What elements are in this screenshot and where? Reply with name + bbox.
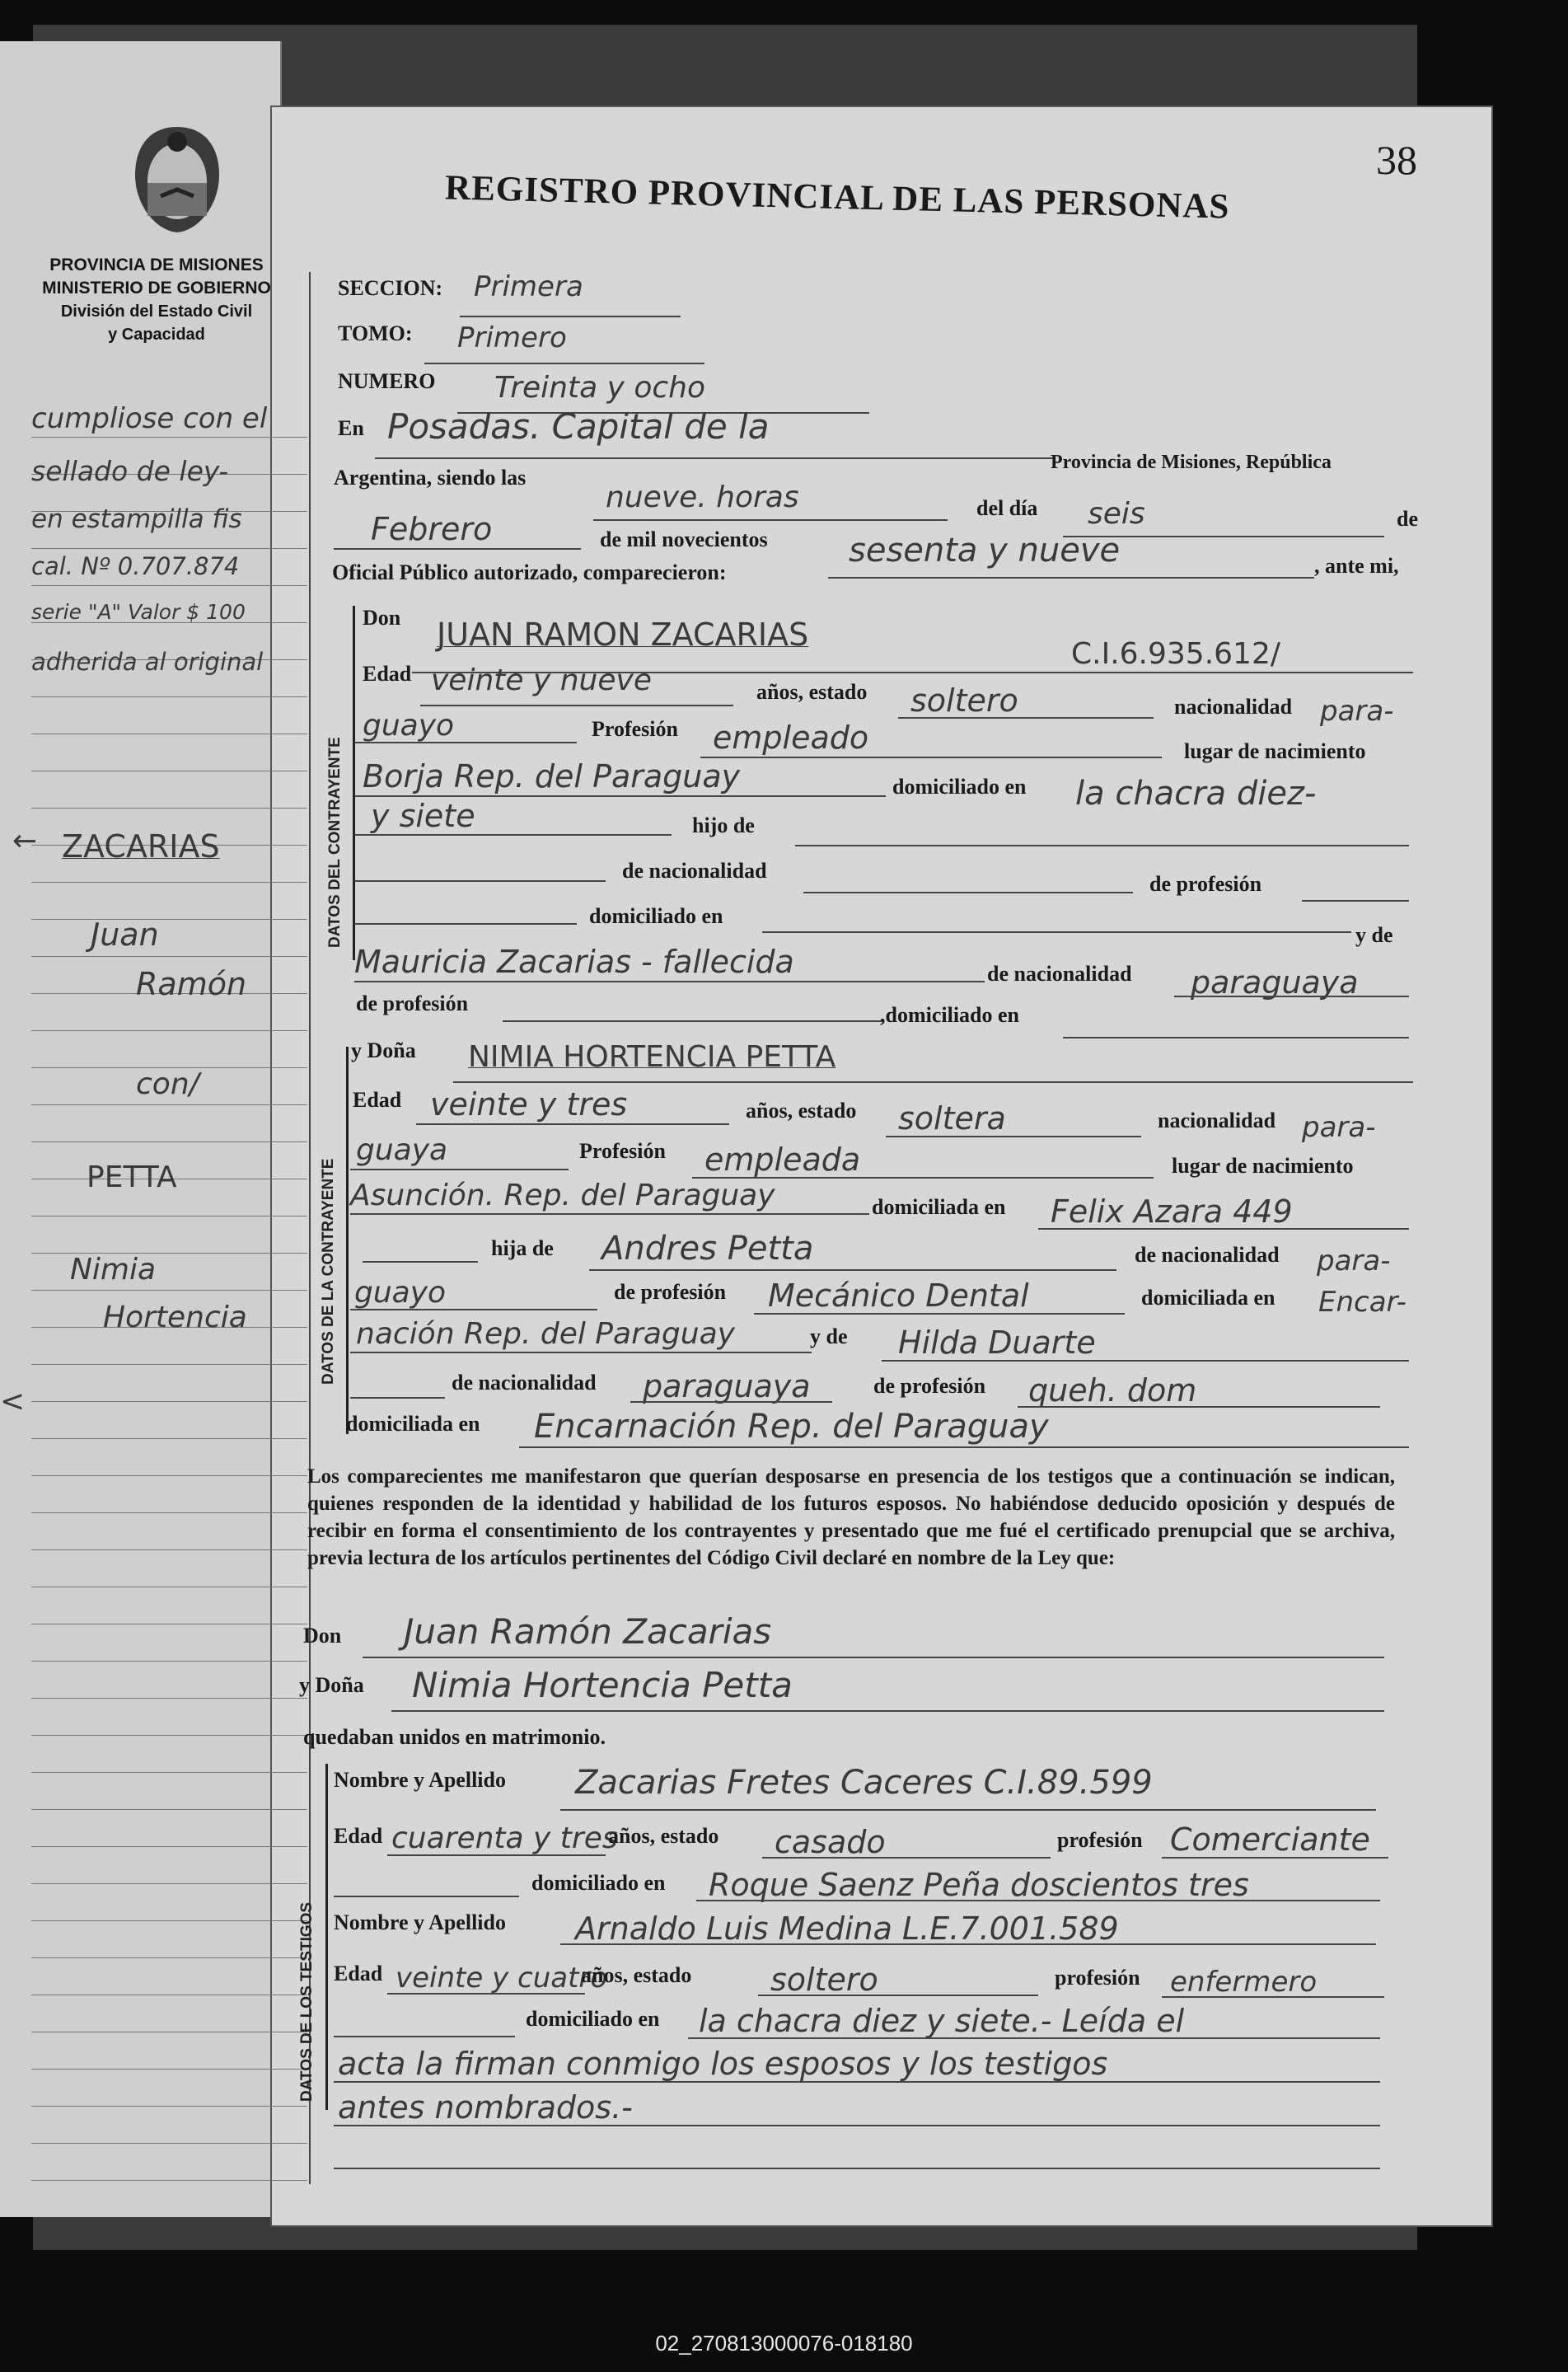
dia-value: seis: [1088, 497, 1145, 531]
nacionalidad-value-2: guayo: [363, 709, 455, 743]
profesion-label: Profesión: [592, 717, 678, 741]
estado2-rule: [886, 1136, 1141, 1137]
margin-bride-name: Hortencia: [103, 1301, 247, 1334]
t2-dom: la chacra diez y siete.- Leída el: [699, 2003, 1185, 2039]
ante-mi-text: , ante mi,: [1314, 554, 1399, 578]
closing-rule-2: [334, 2125, 1380, 2126]
madre2-pre-rule: [350, 1397, 445, 1399]
madre-nac-rule: [1174, 996, 1409, 997]
padre2-value: Andres Petta: [601, 1230, 814, 1268]
profesion2-label: Profesión: [579, 1139, 666, 1163]
testigos-section-label: DATOS DE LOS TESTIGOS: [298, 1901, 316, 2102]
estado2-value: soltera: [898, 1100, 1006, 1137]
nacionalidad2-value-2: guaya: [356, 1133, 448, 1167]
margin-note-line: adherida al original: [31, 648, 264, 676]
domiciliado-label: domiciliado en: [892, 775, 1027, 799]
madre2-value: Hilda Duarte: [898, 1324, 1096, 1361]
groom-id: C.I.6.935.612/: [1071, 637, 1280, 671]
t1-dom-pre-rule: [334, 1896, 519, 1897]
contrayente2-bracket: [346, 1047, 349, 1434]
anios-estado2-label: años, estado: [746, 1099, 857, 1123]
nacionalidad-value: para-: [1320, 695, 1394, 728]
t1-estado: casado: [775, 1824, 886, 1860]
contrayente-section-label: DATOS DEL CONTRAYENTE: [326, 737, 344, 948]
t2-dom-label: domiciliado en: [526, 2007, 660, 2031]
madre-dom-rule: [1063, 1037, 1409, 1038]
union-don-label: Don: [303, 1624, 342, 1648]
domicilio-value: la chacra diez-: [1075, 775, 1317, 813]
padre2-prof-rule: [754, 1313, 1125, 1315]
union-don-value: Juan Ramón Zacarias: [404, 1611, 772, 1652]
anio-rule: [828, 577, 1314, 579]
lugar2-label: lugar de nacimiento: [1172, 1154, 1354, 1178]
padre2-dom-rule: [350, 1352, 812, 1353]
t2-prof-rule: [1162, 1996, 1384, 1998]
division-label-2: y Capacidad: [108, 326, 205, 344]
margin-bride-surname: PETTA: [87, 1160, 177, 1194]
en-value: Posadas. Capital de la: [387, 406, 770, 447]
t1-estado-rule: [762, 1857, 1051, 1859]
left-margin-page: [0, 41, 282, 2217]
en-rule: [375, 457, 1055, 459]
t1-prof-rule: [1162, 1857, 1388, 1859]
image-id-footer: 02_270813000076-018180: [655, 2331, 913, 2356]
madre-prof-rule: [503, 1020, 882, 1022]
t2-dom-pre-rule: [334, 2036, 515, 2037]
t2-anios: años, estado: [581, 1963, 692, 1987]
don-label: Don: [363, 606, 401, 630]
madre2-rule: [882, 1360, 1409, 1362]
profesion-rule: [700, 757, 1162, 758]
padre-dom-label: domiciliado en: [589, 904, 723, 928]
estado-value: soltero: [910, 682, 1018, 719]
edad-value: veinte y nueve: [431, 663, 652, 697]
union-don-rule: [363, 1657, 1384, 1658]
y-de2-label: y de: [810, 1324, 848, 1348]
madre-prof-label: de profesión: [356, 991, 469, 1015]
domicilio2-value: Felix Azara 449: [1051, 1193, 1293, 1230]
tomo-rule: [424, 363, 704, 364]
mil-text: de mil novecientos: [600, 527, 768, 551]
lugar-rule: [354, 795, 886, 797]
t1-prof: Comerciante: [1170, 1821, 1370, 1858]
closing-rule-1: [334, 2081, 1380, 2083]
margin-note-line: cal. Nº 0.707.874: [31, 552, 240, 580]
province-label: PROVINCIA DE MISIONES: [49, 255, 264, 274]
madre2-dom-value: Encarnación Rep. del Paraguay: [534, 1408, 1049, 1446]
edad2-label: Edad: [353, 1088, 402, 1112]
seccion-label: SECCION:: [338, 276, 443, 300]
t2-rule: [560, 1943, 1376, 1945]
hija-label: hija de: [491, 1236, 554, 1260]
madre-nac-value: paraguaya: [1191, 964, 1359, 1001]
padre2-nac-value: para-: [1317, 1245, 1391, 1277]
padre-nac-value-rule: [803, 892, 1133, 893]
document-title: REGISTRO PROVINCIAL DE LAS PERSONAS: [444, 168, 1230, 227]
seccion-rule: [460, 316, 681, 317]
closing-rule-3: [334, 2168, 1380, 2169]
t1-dom-rule: [696, 1900, 1380, 1901]
t2-label: Nombre y Apellido: [334, 1910, 506, 1934]
padre2-rule: [589, 1269, 1116, 1271]
lugar-label: lugar de nacimiento: [1184, 739, 1366, 763]
margin-groom-name: Ramón: [136, 966, 247, 1002]
padre-nac-rule: [354, 880, 606, 882]
margin-groom-name: Juan: [91, 916, 159, 953]
madre-nac-label: de nacionalidad: [987, 962, 1132, 986]
t1-anios: años, estado: [608, 1824, 719, 1848]
closing-line-2: antes nombrados.-: [338, 2089, 633, 2126]
t1-name: Zacarias Fretes Caceres C.I.89.599: [575, 1764, 1153, 1802]
padre-prof-label: de profesión: [1149, 872, 1262, 896]
hora-rule: [593, 519, 948, 521]
ministry-label: MINISTERIO DE GOBIERNO: [42, 279, 271, 298]
union-dona-label: y Doña: [299, 1673, 364, 1697]
t1-dom: Roque Saenz Peña doscientos tres: [709, 1867, 1249, 1903]
padre-nac-label: de nacionalidad: [622, 859, 767, 883]
bride-name: NIMIA HORTENCIA PETTA: [468, 1040, 836, 1074]
madre2-prof-rule: [1018, 1406, 1380, 1408]
domiciliada-label: domiciliada en: [872, 1195, 1006, 1219]
hijo-rule: [795, 845, 1409, 846]
padre2-nac-value-2: guayo: [354, 1276, 447, 1310]
margin-note-line: serie "A" Valor $ 100: [31, 600, 246, 624]
contrayente2-section-label: DATOS DE LA CONTRAYENTE: [320, 1158, 337, 1385]
lugar-value: Borja Rep. del Paraguay: [363, 758, 741, 795]
mes-value: Febrero: [371, 511, 493, 547]
coat-of-arms-icon: [132, 124, 222, 235]
del-dia-text: del día: [976, 496, 1038, 520]
t2-prof-label: profesión: [1055, 1966, 1140, 1990]
margin-separator: [309, 272, 311, 2184]
padre-dom-rule: [354, 923, 577, 925]
nacionalidad2-value: para-: [1302, 1111, 1376, 1144]
union-dona-value: Nimia Hortencia Petta: [412, 1665, 793, 1705]
madre2-prof-value: queh. dom: [1028, 1372, 1197, 1409]
domicilio-value-2: y siete: [371, 798, 475, 834]
edad-rule: [420, 705, 733, 706]
madre2-prof-label: de profesión: [873, 1374, 986, 1398]
padre2-dom-value-2: nación Rep. del Paraguay: [356, 1317, 735, 1351]
anio-value: sesenta y nueve: [849, 532, 1121, 570]
lugar2-value: Asunción. Rep. del Paraguay: [350, 1179, 775, 1212]
madre2-nac-rule: [630, 1401, 832, 1403]
en-label: En: [338, 416, 364, 440]
t2-dom-rule: [688, 2037, 1380, 2039]
nacionalidad-label: nacionalidad: [1174, 695, 1293, 719]
union-dona-rule: [391, 1710, 1384, 1712]
closing-line-1: acta la firman conmigo los esposos y los testigos: [338, 2046, 1108, 2082]
edad2-rule: [416, 1123, 729, 1125]
madre-value: Mauricia Zacarias - fallecida: [354, 944, 794, 980]
madre-rule: [354, 981, 985, 982]
t2-estado: soltero: [770, 1962, 878, 1998]
nacionalidad2-rule: [350, 1169, 569, 1170]
argentina-text: Argentina, siendo las: [334, 466, 527, 490]
numero-value: Treinta y ocho: [494, 371, 705, 405]
domicilio-rule: [354, 834, 672, 836]
t1-dom-label: domiciliado en: [531, 1871, 666, 1895]
oficial-text: Oficial Público autorizado, comparecieron:: [332, 560, 727, 584]
t1-edad-label: Edad: [334, 1824, 383, 1848]
padre2-nac-label: de nacionalidad: [1135, 1243, 1280, 1267]
mes-rule: [334, 548, 581, 550]
provincia-text: Provincia de Misiones, República: [1051, 452, 1332, 473]
padre-dom-value-rule: [762, 931, 1351, 933]
margin-note-line: cumpliose con el: [31, 402, 268, 435]
madre-dom-label: ,domiciliado en: [880, 1003, 1020, 1027]
de-text: de: [1397, 507, 1418, 531]
lugar2-rule: [350, 1213, 869, 1215]
legal-paragraph: Los comparecientes me manifestaron que querían desposarse en presencia de los testigos que a continuación se indican, quienes responden de la identidad y habilidad de los futuros esposos. No habiéndose deducido oposición y después de recibir en forma el consentimiento de los contrayentes y presentado que me fué el certificado prenupcial que se archiva, previa lectura de los artículos pertinentes del Código Civil declaré en nombre de la Ley que:: [307, 1465, 1395, 1569]
t1-edad-rule: [387, 1854, 606, 1856]
tomo-value: Primero: [457, 321, 567, 354]
t2-edad-rule: [387, 1993, 585, 1995]
groom-name: JUAN RAMON ZACARIAS: [437, 616, 809, 653]
padre2-dom-label: domiciliada en: [1141, 1286, 1275, 1310]
edad-label: Edad: [363, 662, 412, 686]
seccion-value: Primera: [474, 270, 583, 303]
margin-note-line: sellado de ley-: [31, 455, 229, 487]
union-closing: quedaban unidos en matrimonio.: [303, 1725, 606, 1749]
t1-label: Nombre y Apellido: [334, 1768, 506, 1792]
hijo-label: hijo de: [692, 813, 755, 837]
hija-pre-rule: [363, 1261, 478, 1263]
dona-rule: [453, 1081, 1413, 1083]
estado-rule: [898, 717, 1154, 719]
profesion2-value: empleada: [704, 1141, 861, 1178]
t1-edad: cuarenta y tres: [391, 1821, 618, 1855]
madre2-nac-value: paraguaya: [643, 1368, 811, 1404]
madre2-nac-label: de nacionalidad: [452, 1371, 597, 1395]
ministry-header: [0, 254, 313, 346]
edad2-value: veinte y tres: [430, 1086, 628, 1123]
padre2-prof-label: de profesión: [614, 1280, 727, 1304]
hora-value: nueve. horas: [606, 480, 799, 514]
t2-name: Arnaldo Luis Medina L.E.7.001.589: [575, 1910, 1119, 1947]
testigos-bracket: [325, 1764, 328, 2110]
y-de-label: y de: [1355, 923, 1393, 947]
madre2-dom-rule: [519, 1446, 1409, 1448]
tomo-label: TOMO:: [338, 321, 413, 345]
madre2-dom-label: domiciliada en: [346, 1412, 480, 1436]
t2-estado-rule: [758, 1995, 1038, 1996]
t1-prof-label: profesión: [1057, 1828, 1143, 1852]
t2-edad-label: Edad: [334, 1962, 383, 1985]
page-number: 38: [1376, 137, 1417, 183]
division-label: División del Estado Civil: [60, 302, 253, 321]
domicilio2-rule: [1038, 1228, 1409, 1230]
nacionalidad-rule: [354, 742, 577, 743]
padre2-dom-value: Encar-: [1318, 1286, 1407, 1319]
margin-bride-name: Nimia: [70, 1253, 157, 1287]
bracket-icon: <: [0, 1385, 26, 1418]
contrayente-bracket: [353, 606, 355, 960]
dona-label: y Doña: [351, 1038, 416, 1062]
margin-connector: con/: [136, 1067, 199, 1101]
nacionalidad2-label: nacionalidad: [1158, 1109, 1276, 1132]
margin-groom-surname: ZACARIAS: [62, 828, 220, 865]
numero-label: NUMERO: [338, 369, 436, 393]
t2-edad: veinte y cuatro: [396, 1962, 608, 1995]
t2-prof: enfermero: [1170, 1966, 1318, 1999]
profesion-value: empleado: [713, 720, 869, 756]
padre2-nac-rule: [350, 1309, 597, 1310]
arrow-icon: ←: [12, 824, 38, 858]
padre-prof-rule: [1302, 900, 1409, 902]
anios-estado-label: años, estado: [756, 680, 868, 704]
t1-rule: [560, 1809, 1376, 1811]
margin-note-line: en estampilla fis: [31, 504, 242, 534]
padre2-prof-value: Mecánico Dental: [768, 1277, 1029, 1314]
